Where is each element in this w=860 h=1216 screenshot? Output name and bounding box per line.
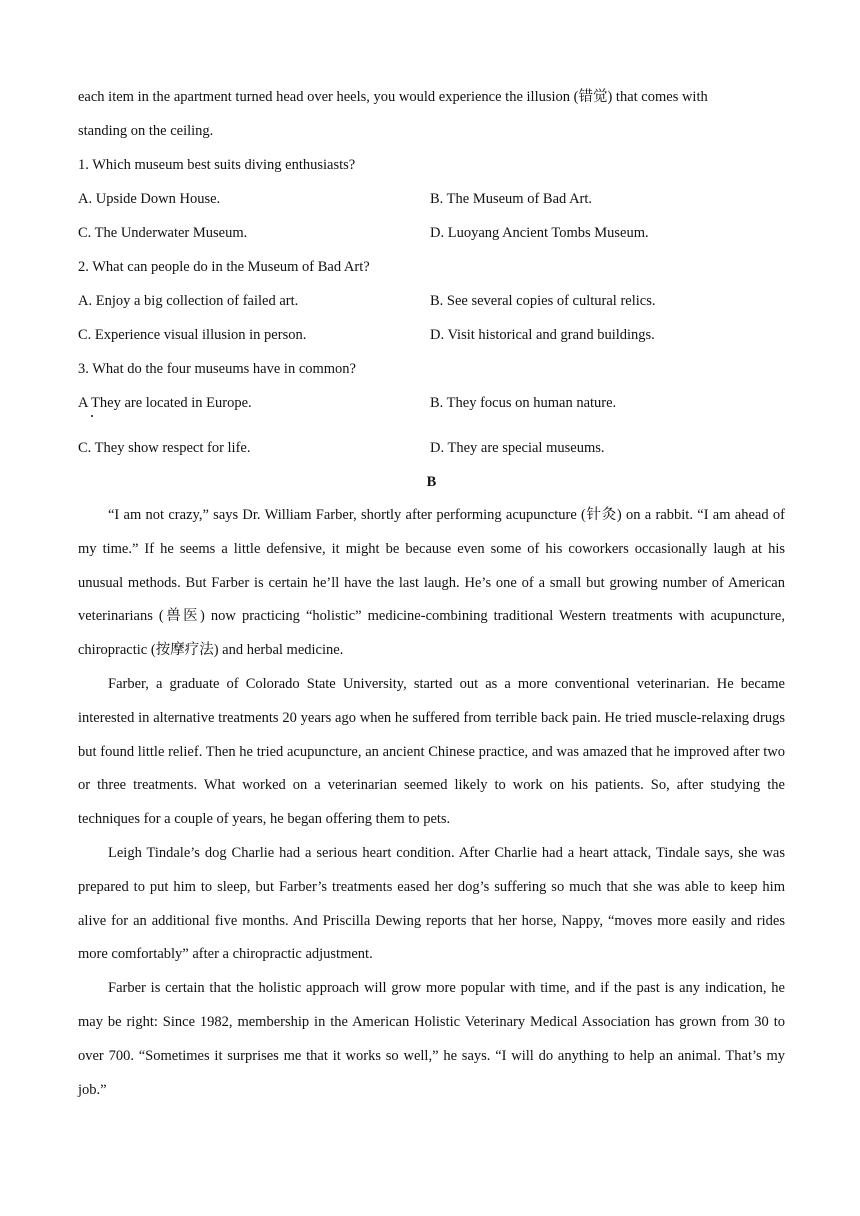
paragraph-1: “I am not crazy,” says Dr. William Farber, shortly after performing acupuncture (针灸) on a rabbit. “I am ahead of my time.” If he seems a little defensive, it might be because even some of his coworkers occasionally laugh at his unusual methods. But Farber is certain he’ll have the last laugh. He’s one of a small but growing number of American veterinarians (兽医) now practicing “holistic” medicine-combining traditional Western treatments with acupuncture, chiropractic (按摩疗法) and herbal medicine. (78, 507, 785, 659)
option-a: A They are located in Europe. (78, 386, 430, 420)
option-row (78, 386, 785, 420)
option-c: C. Experience visual illusion in person. (78, 327, 307, 343)
section-heading: B (426, 474, 437, 490)
option-a: A. Upside Down House. (78, 191, 221, 207)
option-row (78, 216, 785, 250)
option-a: A. Enjoy a big collection of failed art. (78, 293, 299, 309)
option-b: B. The Museum of Bad Art. (430, 191, 593, 207)
paragraph-2: Farber, a graduate of Colorado State University, started out as a more conventional veterinarian. He became interested in alternative treatments 20 years ago when he suffered from terrible back pain. He tried muscle-relaxing drugs but found little relief. Then he tried acupuncture, an ancient Chinese practice, and was amazed that he improved after two or three treatments. What worked on a veterinarian seemed likely to work on his patients. So, after studying the techniques for a couple of years, he began offering them to pets. (78, 675, 785, 828)
option-row (78, 182, 785, 216)
intro-line-1: each item in the apartment turned head over heels, you would experience the illusion (错觉) that comes with (78, 89, 708, 105)
question-stem: 2. What can people do in the Museum of Bad Art? (78, 259, 370, 275)
option-row (78, 284, 785, 318)
option-c: C. The Underwater Museum. (78, 225, 248, 241)
option-d: D. Visit historical and grand buildings. (430, 327, 655, 343)
option-c: C. They show respect for life. (78, 440, 251, 456)
option-b: B. See several copies of cultural relics. (430, 293, 656, 309)
option-row (78, 318, 785, 352)
paragraph-3: Leigh Tindale’s dog Charlie had a serious heart condition. After Charlie had a heart attack, Tindale says, she was prepared to put him to sleep, but Farber’s treatments eased her dog’s suffering so much that she was able to keep him alive for an additional five months. And Priscilla Dewing reports that her horse, Nappy, “moves more easily and rides more comfortably” after a chiropractic adjustment. (78, 844, 785, 963)
document-page (78, 80, 785, 1107)
question-stem: 3. What do the four museums have in common? (78, 361, 356, 377)
option-row (78, 431, 785, 465)
paragraph-4: Farber is certain that the holistic approach will grow more popular with time, and if the past is any indication, he may be right: Since 1982, membership in the American Holistic Veterinary Medical Association has grown from 30 to over 700. “Sometimes it surprises me that it works so well,” he says. “I will do anything to help an animal. That’s my job.” (78, 980, 785, 1098)
option-b: B. They focus on human nature. (430, 395, 617, 411)
question-1 (78, 148, 785, 250)
question-3 (78, 352, 785, 465)
question-2 (78, 250, 785, 352)
question-stem: 1. Which museum best suits diving enthusiasts? (78, 157, 356, 173)
intro-line-2: standing on the ceiling. (78, 123, 214, 139)
option-d: D. They are special museums. (430, 440, 605, 456)
option-d: D. Luoyang Ancient Tombs Museum. (430, 225, 649, 241)
